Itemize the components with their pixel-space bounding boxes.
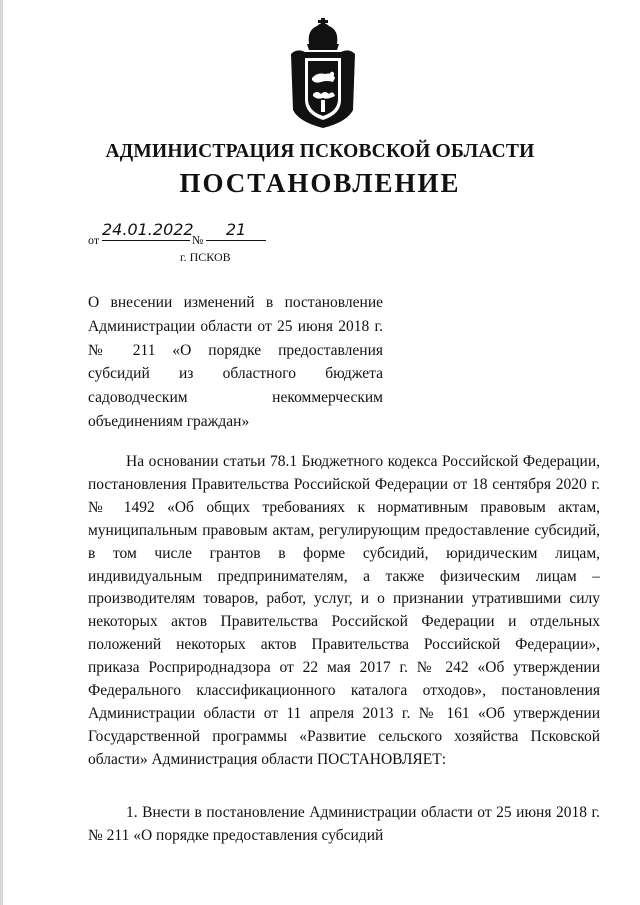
scan-edge <box>0 0 3 905</box>
coat-of-arms-icon <box>287 18 359 130</box>
document-type-title: ПОСТАНОВЛЕНИЕ <box>179 168 461 198</box>
number-prefix: № <box>192 233 204 247</box>
document-subject: О внесении изменений в постановление Администрации области от 25 июня 2018 г. № 211 «О порядке предоставления субсидий из областного бюджета садоводческим некоммерческим объединениям граждан» <box>88 294 383 430</box>
handwritten-number: 21 <box>206 220 266 241</box>
registration-line <box>88 218 288 248</box>
city-label: г. ПСКОВ <box>180 250 231 264</box>
handwritten-date: 24.01.2022 <box>102 220 194 239</box>
item-1-paragraph: 1. Внести в постановление Администрации области от 25 июня 2018 г. № 211 «О порядке предоставления субсидий <box>88 804 600 844</box>
preamble-paragraph: На основании статьи 78.1 Бюджетного кодекса Российской Федерации, постановления Правительства Российской Федерации от 18 сентября 2020 г. № 1492 «Об общих требованиях к нормативным правовым актам, муниципальным правовым актам, регулирующим предоставление субсидий, в том числе грантов в форме субсидий, юридическим лицам, индивидуальным предпринимателям, а также физическим лицам – производителям товаров, работ, услуг, и о признании утратившими силу некоторых актов Правительства Российской Федерации и отдельных положений некоторых актов Правительства Российской Федерации», приказа Росприроднадзора от 22 мая 2017 г. № 242 «Об утверждении Федерального классификационного каталога отходов», постановления Администрации области от 11 апреля 2013 г. № 161 «Об утверждении Государственной программы «Развитие сельского хозяйства Псковской области» Администрация области ПОСТАНОВЛЯЕТ: <box>88 453 600 768</box>
date-prefix: от <box>88 233 100 247</box>
organization-title: АДМИНИСТРАЦИЯ ПСКОВСКОЙ ОБЛАСТИ <box>105 141 535 162</box>
